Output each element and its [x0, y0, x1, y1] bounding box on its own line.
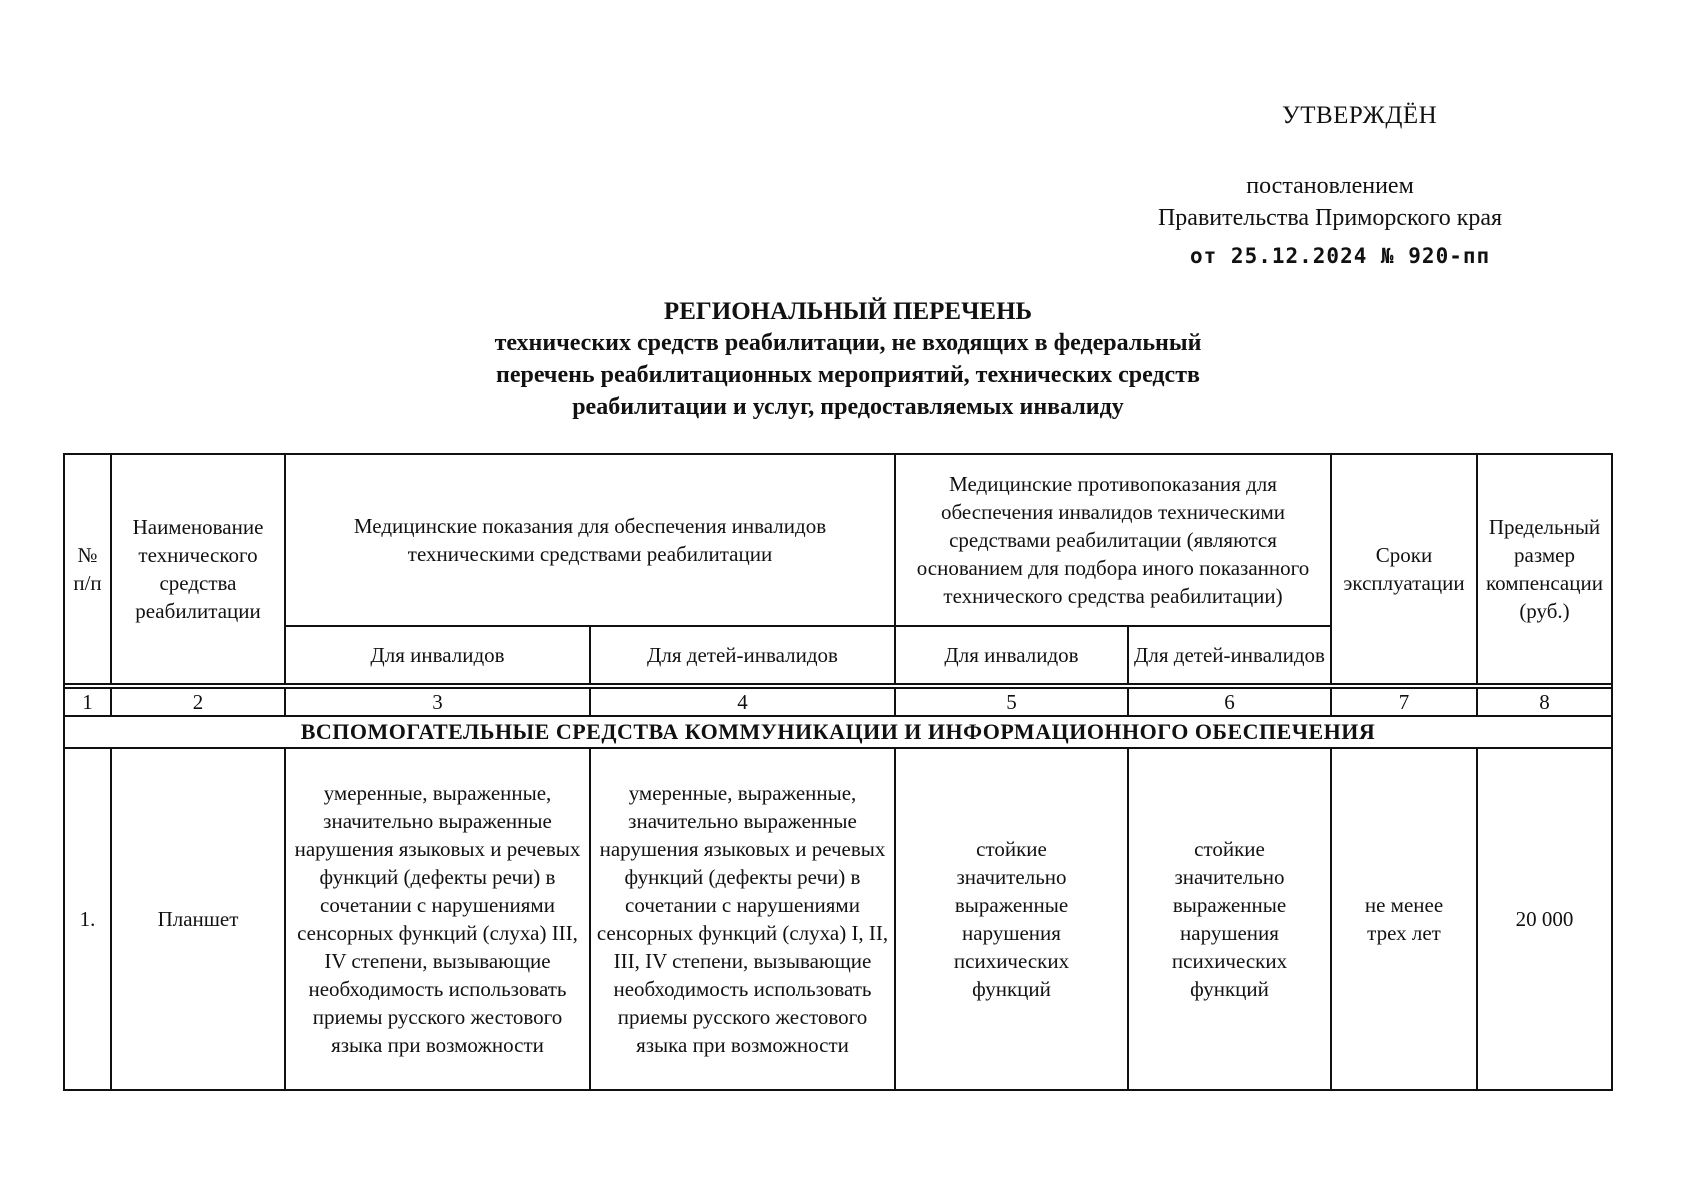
header-num: № п/п: [64, 454, 111, 684]
header-term: Сроки эксплуатации: [1331, 454, 1477, 684]
row-ind-children: умеренные, выраженные, значительно выраженные нарушения языковых и речевых функций (дефекты речи) в сочетании с нарушениями сенсорных функций (слуха) I, II, III, IV степени, вызывающие необходимость использовать приемы русского жестового языка при возможности: [590, 748, 895, 1090]
row-limit: 20 000: [1477, 748, 1612, 1090]
row-contra-children: стойкие значительно выраженные нарушения психических функций: [1128, 748, 1331, 1090]
column-number: 7: [1331, 688, 1477, 716]
header-contra-adults: Для инвалидов: [895, 626, 1128, 684]
column-number: 6: [1128, 688, 1331, 716]
approval-date: от 25.12.2024 № 920-пп: [1190, 244, 1491, 268]
row-term: не менее трех лет: [1331, 748, 1477, 1090]
header-ind-children: Для детей-инвалидов: [590, 626, 895, 684]
header-row: [64, 454, 1612, 626]
row-ind-adults: умеренные, выраженные, значительно выраженные нарушения языковых и речевых функций (дефекты речи) в сочетании с нарушениями сенсорных функций (слуха) III, IV степени, вызывающие необходимость использовать приемы русского жестового языка при возможности: [285, 748, 590, 1090]
rehab-list-table: [63, 453, 1613, 1091]
header-name: Наименование технического средства реабилитации: [111, 454, 285, 684]
title-sub-1: технических средств реабилитации, не входящих в федеральный: [494, 330, 1202, 356]
approval-decree: [1080, 170, 1580, 234]
approval-line-2: Правительства Приморского края: [1157, 205, 1503, 231]
row-num: 1.: [64, 748, 111, 1090]
column-number: 4: [590, 688, 895, 716]
approval-line-1: постановлением: [1246, 173, 1414, 199]
section-row: [64, 716, 1612, 748]
table-row: [64, 748, 1612, 1090]
title-main: РЕГИОНАЛЬНЫЙ ПЕРЕЧЕНЬ: [663, 298, 1033, 325]
title-sub-3: реабилитации и услуг, предоставляемых инвалиду: [572, 394, 1124, 420]
header-ind-adults: Для инвалидов: [285, 626, 590, 684]
header-contraindications: Медицинские противопоказания для обеспечения инвалидов техническими средствами реабилитации (являются основанием для подбора иного показанного технического средства реабилитации): [895, 454, 1331, 626]
section-title: ВСПОМОГАТЕЛЬНЫЕ СРЕДСТВА КОММУНИКАЦИИ И ИНФОРМАЦИОННОГО ОБЕСПЕЧЕНИЯ: [64, 716, 1612, 748]
title-sub-2: перечень реабилитационных мероприятий, технических средств: [496, 362, 1200, 388]
column-number: 3: [285, 688, 590, 716]
column-number-row: [64, 688, 1612, 716]
column-number: 1: [64, 688, 111, 716]
header-limit: Предельный размер компенсации (руб.): [1477, 454, 1612, 684]
row-name: Планшет: [111, 748, 285, 1090]
column-number: 2: [111, 688, 285, 716]
column-number: 8: [1477, 688, 1612, 716]
column-number: 5: [895, 688, 1128, 716]
approval-stamp: УТВЕРЖДЁН: [1282, 102, 1438, 129]
document-title: [348, 296, 1348, 423]
row-contra-adults: стойкие значительно выраженные нарушения психических функций: [895, 748, 1128, 1090]
header-indications: Медицинские показания для обеспечения инвалидов техническими средствами реабилитации: [285, 454, 895, 626]
header-contra-children: Для детей-инвалидов: [1128, 626, 1331, 684]
